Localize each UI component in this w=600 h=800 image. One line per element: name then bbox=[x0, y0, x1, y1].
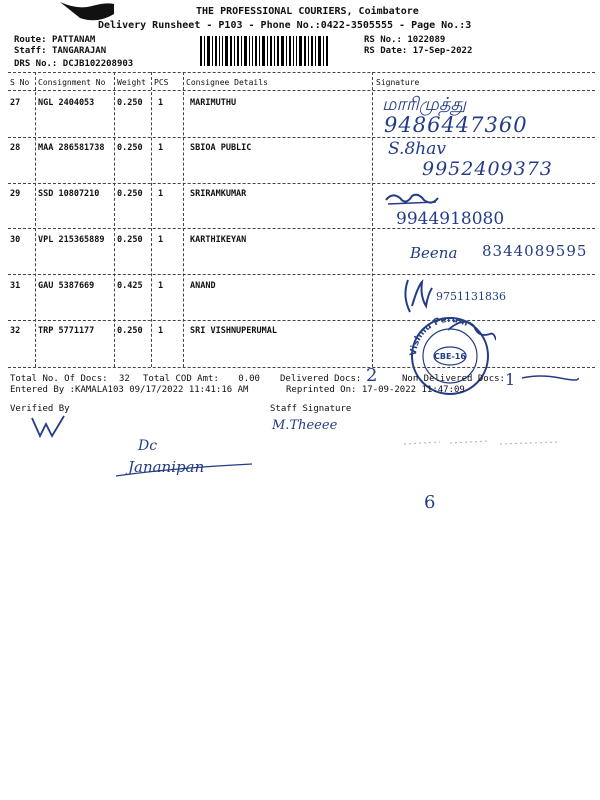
stamp-center-text: CBE-16 bbox=[434, 352, 466, 361]
signature-phone-30: 8344089595 bbox=[482, 242, 588, 260]
cell-weight: 0.250 bbox=[117, 143, 143, 153]
row-divider bbox=[8, 228, 595, 229]
total-docs-value: 32 bbox=[118, 374, 130, 384]
rs-no-row bbox=[364, 35, 445, 45]
cell-consignment: SSD 10807210 bbox=[38, 189, 100, 199]
page-subtitle: Delivery Runsheet - P103 - Phone No.:0422-3505555 - Page No.:3 bbox=[98, 20, 472, 31]
cell-sno: 32 bbox=[10, 326, 21, 336]
cell-consignee: SRI VISHNUPERUMAL bbox=[190, 326, 277, 336]
signature-phone-31: 9751131836 bbox=[436, 290, 506, 303]
staff-signature-handwritten: M.Theeee bbox=[272, 418, 338, 433]
cell-consignee: MARIMUTHU bbox=[190, 98, 237, 108]
entered-by-label: Entered By : bbox=[10, 385, 76, 395]
drs-row bbox=[14, 59, 133, 69]
column-header-signature: Signature bbox=[376, 78, 420, 87]
cell-pcs: 1 bbox=[158, 281, 164, 291]
cell-weight: 0.250 bbox=[117, 189, 143, 199]
column-header-pcs: PCS bbox=[154, 78, 169, 87]
cell-sno: 28 bbox=[10, 143, 21, 153]
non-delivered-docs-label: Non Delivered Docs: bbox=[402, 374, 505, 384]
cell-weight: 0.425 bbox=[117, 281, 143, 291]
drs-label: DRS No.: bbox=[14, 59, 58, 69]
cell-pcs: 1 bbox=[158, 235, 164, 245]
cell-sno: 31 bbox=[10, 281, 21, 291]
signature-phone-28: 9952409373 bbox=[422, 158, 553, 180]
cell-consignment: TRP 5771177 bbox=[38, 326, 95, 336]
table-row bbox=[0, 189, 600, 219]
stamp-arc-text: Vishnu Perum bbox=[408, 314, 470, 357]
verifier-initial-icon bbox=[28, 414, 68, 440]
entered-by-value: KAMALA103 09/17/2022 11:41:16 AM bbox=[75, 385, 249, 395]
table-row bbox=[0, 281, 600, 311]
row-divider bbox=[8, 320, 595, 321]
signature-scribble-29-icon bbox=[382, 190, 442, 210]
cell-sno: 27 bbox=[10, 98, 21, 108]
column-header-weight: Weight bbox=[117, 78, 146, 87]
total-cod-label: Total COD Amt: bbox=[143, 374, 219, 384]
table-row bbox=[0, 326, 600, 356]
handwritten-underline-icon bbox=[520, 372, 580, 384]
route-row bbox=[14, 35, 95, 45]
rs-date-row bbox=[364, 46, 472, 56]
total-cod-row bbox=[143, 374, 260, 384]
staff-value: TANGARAJAN bbox=[51, 46, 107, 56]
cell-consignee: ANAND bbox=[190, 281, 216, 291]
cell-weight: 0.250 bbox=[117, 98, 143, 108]
rs-no-label: RS No.: bbox=[364, 35, 402, 45]
cell-consignment: MAA 286581738 bbox=[38, 143, 105, 153]
page-number-handwritten: 6 bbox=[424, 492, 436, 513]
cell-pcs: 1 bbox=[158, 98, 164, 108]
svg-text:Vishnu Perum bbox=[409, 315, 469, 356]
column-header-sno: S No bbox=[10, 78, 30, 87]
staff-label: Staff: bbox=[14, 46, 47, 56]
cell-consignment: NGL 2404053 bbox=[38, 98, 95, 108]
reprinted-value: 17-09-2022 11:47:09 bbox=[361, 385, 465, 395]
cell-sno: 29 bbox=[10, 189, 21, 199]
cell-weight: 0.250 bbox=[117, 326, 143, 336]
cell-sno: 30 bbox=[10, 235, 21, 245]
cell-pcs: 1 bbox=[158, 189, 164, 199]
non-delivered-docs-row bbox=[402, 374, 505, 384]
signature-name-27: மாரிமுத்து bbox=[382, 94, 467, 115]
row-divider bbox=[8, 137, 595, 138]
page-title: THE PROFESSIONAL COURIERS, Coimbatore bbox=[196, 6, 419, 17]
verified-by-label: Verified By bbox=[10, 404, 70, 414]
delivered-docs-handwritten: 2 bbox=[366, 365, 378, 386]
cell-consignee: SBIOA PUBLIC bbox=[190, 143, 252, 153]
table-bottom-divider bbox=[8, 367, 595, 368]
row-divider bbox=[8, 183, 595, 184]
staff-signature-label: Staff Signature bbox=[270, 404, 352, 414]
total-docs-row bbox=[10, 374, 130, 384]
route-value: PATTANAM bbox=[51, 35, 96, 45]
non-delivered-docs-handwritten: 1 bbox=[505, 370, 516, 389]
signature-name-28: S.8hav bbox=[388, 139, 446, 159]
barcode bbox=[200, 36, 356, 66]
signature-name-30: Beena bbox=[410, 244, 458, 262]
rs-no-value: 1022089 bbox=[407, 35, 446, 45]
table-top-divider bbox=[8, 72, 595, 73]
reprinted-label: Reprinted On: bbox=[286, 385, 357, 395]
rs-date-value: 17-Sep-2022 bbox=[412, 46, 473, 56]
cell-weight: 0.250 bbox=[117, 235, 143, 245]
column-header-consignment: Consignment No bbox=[38, 78, 106, 87]
dotted-marks-icon bbox=[400, 436, 570, 450]
total-cod-value: 0.00 bbox=[238, 374, 260, 384]
entered-by-row bbox=[10, 385, 248, 395]
table-header-divider bbox=[8, 90, 595, 91]
route-label: Route: bbox=[14, 35, 47, 45]
delivered-docs-label: Delivered Docs: bbox=[280, 374, 362, 384]
delivered-docs-row bbox=[280, 374, 361, 384]
column-header-consignee: Consignee Details bbox=[186, 78, 268, 87]
verifier-underline-icon bbox=[112, 456, 262, 482]
cell-pcs: 1 bbox=[158, 326, 164, 336]
staff-row bbox=[14, 46, 106, 56]
cell-consignment: GAU 5387669 bbox=[38, 281, 95, 291]
cell-consignee: SRIRAMKUMAR bbox=[190, 189, 247, 199]
total-docs-label: Total No. Of Docs: bbox=[10, 374, 108, 384]
reprinted-row bbox=[286, 385, 465, 395]
row-divider bbox=[8, 274, 595, 275]
signature-phone-29: 9944918080 bbox=[396, 209, 505, 229]
initials-handwritten: Dc bbox=[138, 438, 158, 454]
cell-pcs: 1 bbox=[158, 143, 164, 153]
verifier-name-handwritten: Jananipan bbox=[128, 458, 205, 476]
rs-date-label: RS Date: bbox=[364, 46, 408, 56]
cell-consignment: VPL 215365889 bbox=[38, 235, 105, 245]
drs-value: DCJB102208903 bbox=[62, 59, 134, 69]
signature-phone-27: 9486447360 bbox=[384, 113, 528, 137]
cell-consignee: KARTHIKEYAN bbox=[190, 235, 247, 245]
